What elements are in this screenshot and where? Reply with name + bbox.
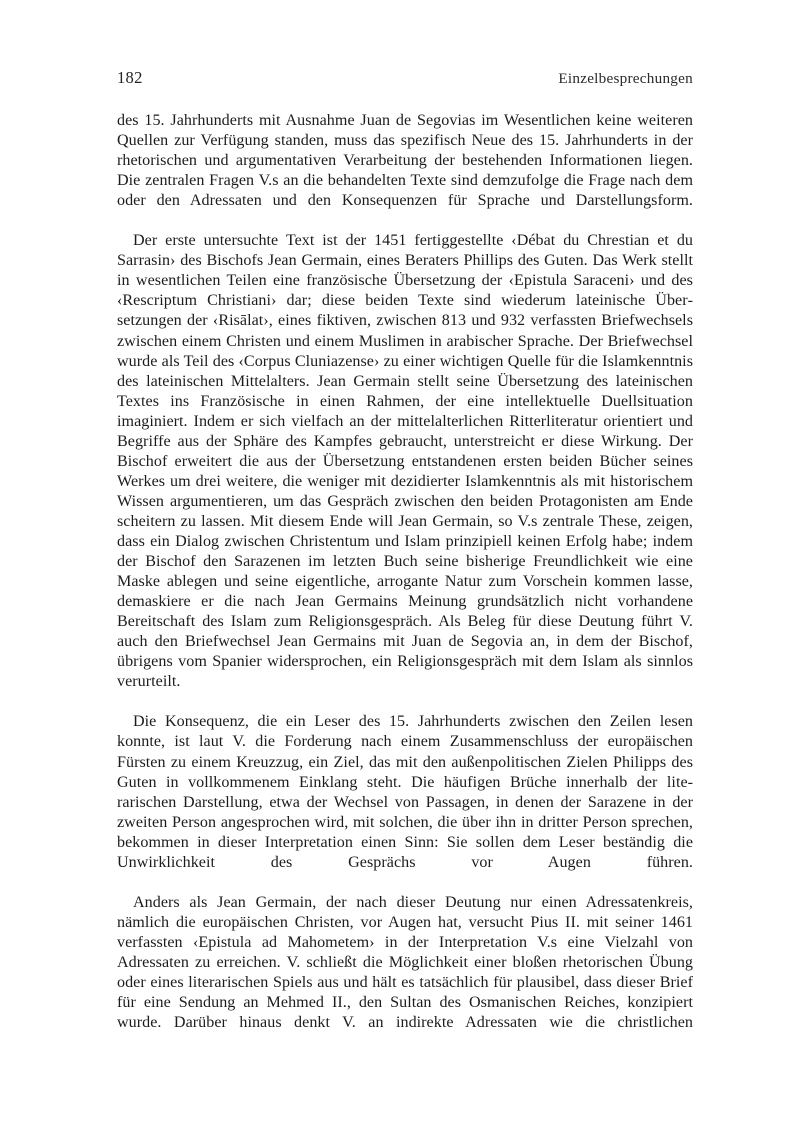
section-title: Einzelbesprechungen (558, 70, 693, 87)
paragraph: Anders als Jean Germain, der nach dieser Deutung nur einen Adressatenkreis, nämlich die europäischen Christen, vor Augen hat, versucht Pius II. mit seiner 1461 verfassten ‹Epistula ad Mahometem› in der Interpretation V.s eine Vielzahl von Adressaten zu erreichen. V. schließt die Möglichkeit einer bloßen rhetorischen Übung oder eines literarischen Spiels aus und hält es tatsächlich für plausibel, dass dieser Brief für eine Sendung an Mehmed II., den Sultan des Osmanischen Reiches, konzipiert wurde. Darüber hinaus denkt V. an indirekte Adressaten wie die christlichen (117, 893, 693, 1032)
paragraph: Die Konsequenz, die ein Leser des 15. Jahrhunderts zwischen den Zeilen lesen konnte, ist laut V. die Forderung nach einem Zusammenschluss der europäischen Fürsten zu einem Kreuzzug, ein Ziel, das mit den außenpolitischen Zielen Philipps des Guten in vollkommenem Einklang steht. Die häufigen Brüche innerhalb der literarischen Darstellung, etwa der Wechsel von Passagen, in denen der Sarazene in der zweiten Person angesprochen wird, mit solchen, die über ihn in dritter Person sprechen, bekommen in dieser Interpretation einen Sinn: Sie sollen dem Leser beständig die Unwirklichkeit des Gesprächs vor Augen führen. (117, 713, 693, 871)
page-number: 182 (117, 68, 143, 87)
running-header (117, 68, 693, 88)
body-text-column (117, 111, 693, 1053)
paragraph: des 15. Jahrhunderts mit Ausnahme Juan de Segovias im Wesentlichen keine weiteren Quellen zur Verfügung standen, muss das spezifisch Neue des 15. Jahrhunderts in der rhetorischen und argumentativen Verarbeitung der bestehenden Informationen liegen. Die zentralen Fragen V.s an die behandelten Texte sind demzufolge die Frage nach dem oder den Adressaten und den Konsequenzen für Sprache und Darstellungsform. (117, 112, 693, 210)
paragraph: Der erste untersuchte Text ist der 1451 fertiggestellte ‹Débat du Chrestian et du Sarrasin› des Bischofs Jean Germain, eines Beraters Phillips des Guten. Das Werk stellt in wesentlichen Teilen eine französische Übersetzung der ‹Epistula Saraceni› und des ‹Rescriptum Christiani› dar; diese beiden Texte sind wiederum lateinische Übersetzungen der ‹Risālat›, eines fiktiven, zwischen 813 und 932 verfassten Briefwechsels zwischen einem Christen und einem Muslimen in arabischer Sprache. Der Briefwechsel wurde als Teil des ‹Corpus Cluniazense› zu einer wichtigen Quelle für die Islamkenntnis des lateinischen Mittelalters. Jean Germain stellt seine Übersetzung des lateinischen Textes ins Französische in einen Rahmen, der eine intellektuelle Duellsituation imaginiert. Indem er sich vielfach an der mittelalterlichen Ritterliteratur orientiert und Begriffe aus der Sphäre des Kampfes gebraucht, unterstreicht er diese Wirkung. Der Bischof erweitert die aus der Übersetzung entstandenen ersten beiden Bücher seines Werkes um drei weitere, die weniger mit dezidierter Islamkenntnis als mit historischem Wissen argumentieren, um das Gespräch zwischen den beiden Protagonisten am Ende scheitern zu lassen. Mit diesem Ende will Jean Germain, so V.s zentrale These, zeigen, dass ein Dialog zwischen Christentum und Islam prinzipiell keinen Erfolg habe; indem der Bischof den Sarazenen im letzten Buch seine bisherige Freundlichkeit wie eine Maske ablegen und seine eigentliche, arrogante Natur zum Vorschein kommen lasse, demaskiere er die nach Jean Germains Meinung grundsätzlich nicht vorhandene Bereitschaft des Islam zum Religionsgespräch. Als Beleg für diese Deutung führt V. auch den Briefwechsel Jean Germains mit Juan de Segovia an, in dem der Bischof, übrigens vom Spanier widersprochen, ein Religionsgespräch mit dem Islam als sinnlos verurteilt. (117, 232, 693, 691)
